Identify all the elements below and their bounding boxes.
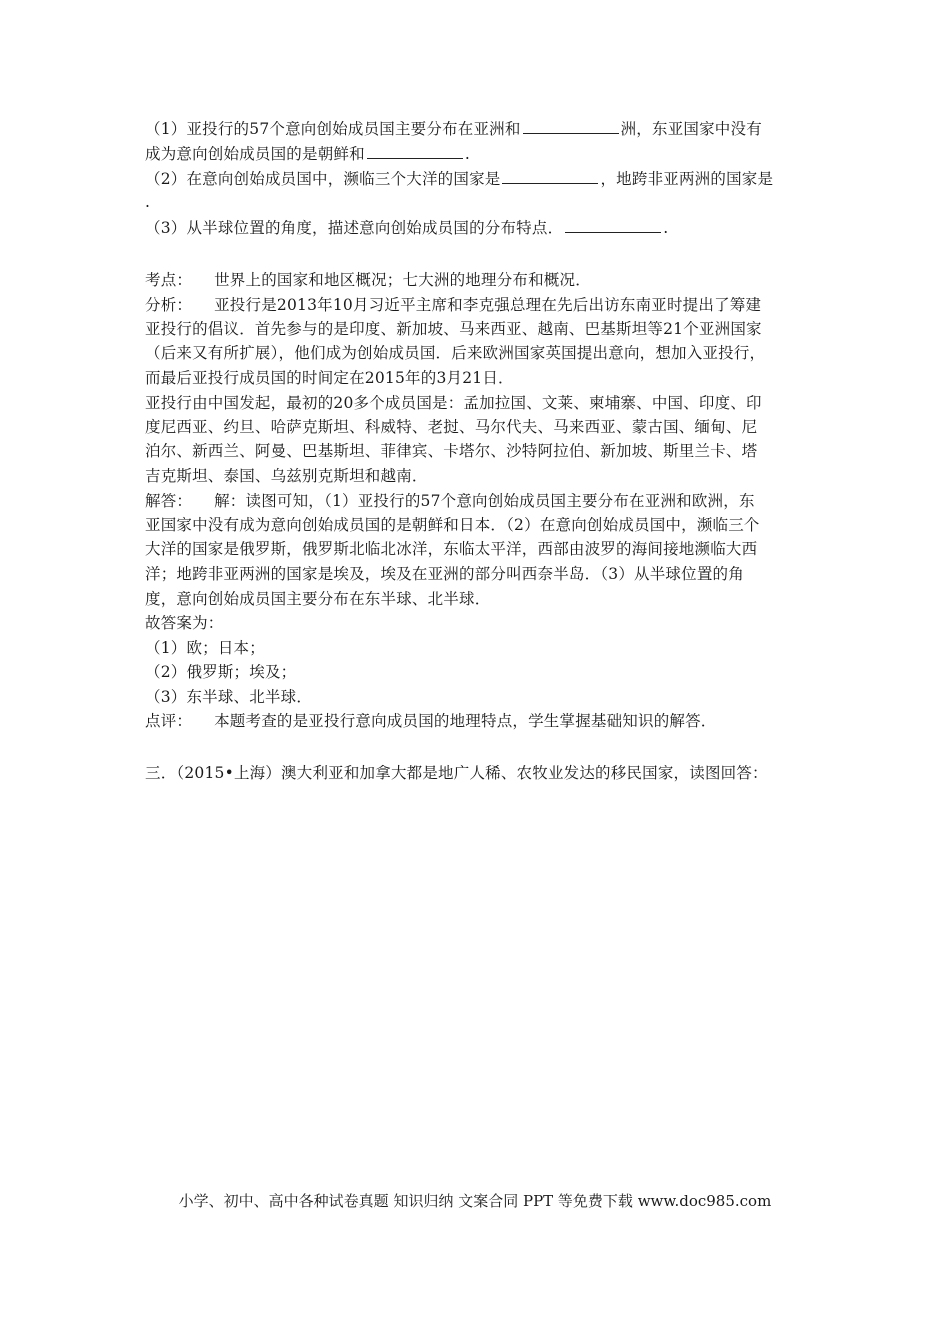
question-2-line-2 (145, 191, 150, 213)
answer-title: 故答案为： (145, 614, 224, 632)
question-3-line (145, 217, 668, 239)
kaodian-text: 世界上的国家和地区概况；七大洲的地理分布和概况． (214, 271, 591, 289)
question-text: （1）亚投行的57个意向创始成员国主要分布在亚洲和 (145, 120, 521, 138)
question-text: . (464, 145, 470, 163)
fenxi-line-7: 泊尔、新西兰、阿曼、巴基斯坦、菲律宾、卡塔尔、沙特阿拉伯、新加坡、斯里兰卡、塔 (145, 442, 758, 460)
kaodian-line (145, 269, 591, 291)
answer-blank (523, 119, 619, 134)
question-1-line-2 (145, 143, 470, 165)
dianping-line (145, 710, 717, 732)
fenxi-line-5: 亚投行由中国发起，最初的20多个成员国是：孟加拉国、文莱、柬埔寨、中国、印度、印 (145, 394, 762, 412)
fenxi-label: 分析： (145, 296, 193, 314)
fenxi-line-6: 度尼西亚、约旦、哈萨克斯坦、科威特、老挝、马尔代夫、马来西亚、蒙古国、缅甸、尼 (145, 418, 758, 436)
fenxi-line-2: 亚投行的倡议．首先参与的是印度、新加坡、马来西亚、越南、巴基斯坦等21个亚洲国家 (145, 320, 762, 338)
fenxi-line-3: （后来又有所扩展），他们成为创始成员国．后来欧洲国家英国提出意向，想加入亚投行， (145, 344, 766, 362)
dianping-text: 本题考查的是亚投行意向成员国的地理特点，学生掌握基础知识的解答． (214, 712, 717, 730)
dianping-label: 点评： (145, 712, 193, 730)
question-2-line-1 (145, 168, 773, 190)
question-text: . (663, 219, 669, 237)
question-text: ，地跨非亚两洲的国家是 (600, 170, 774, 188)
answer-blank (502, 169, 598, 184)
jieda-line-3: 大洋的国家是俄罗斯，俄罗斯北临北冰洋，东临太平洋，西部由波罗的海间接地濒临大西 (145, 540, 758, 558)
page-footer: 小学、初中、高中各种试卷真题 知识归纳 文案合同 PPT 等免费下载 www.doc985.com (178, 1192, 772, 1210)
jieda-line-4: 洋；地跨非亚两洲的国家是埃及，埃及在亚洲的部分叫西奈半岛．（3）从半球位置的角 (145, 565, 744, 583)
kaodian-label: 考点： (145, 271, 193, 289)
answer-blank (367, 144, 463, 159)
answer-blank (565, 218, 661, 233)
jieda-line-5: 度，意向创始成员国主要分布在东半球、北半球． (145, 590, 491, 608)
fenxi-line-4: 而最后亚投行成员国的时间定在2015年的3月21日． (145, 369, 514, 387)
answer-1: （1）欧；日本； (145, 639, 265, 657)
answer-2: （2）俄罗斯；埃及； (145, 663, 297, 681)
fenxi-line-8: 吉克斯坦、泰国、乌兹别克斯坦和越南． (145, 467, 428, 485)
fenxi-line-1 (145, 294, 761, 316)
question-text: . (145, 193, 151, 211)
question-1-line-1 (145, 118, 762, 140)
next-question: 三．（2015•上海）澳大利亚和加拿大都是地广人稀、农牧业发达的移民国家，读图回答： (145, 764, 768, 782)
question-text: （3）从半球位置的角度，描述意向创始成员国的分布特点． (145, 219, 564, 237)
fenxi-text: 亚投行是2013年10月习近平主席和李克强总理在先后出访东南亚时提出了筹建 (214, 296, 762, 314)
jieda-label: 解答： (145, 492, 193, 510)
question-text: 洲，东亚国家中没有 (620, 120, 762, 138)
question-text: 成为意向创始成员国的是朝鲜和 (145, 145, 365, 163)
jieda-line-2: 亚国家中没有成为意向创始成员国的是朝鲜和日本．（2）在意向创始成员国中，濒临三个 (145, 516, 760, 534)
answer-3: （3）东半球、北半球． (145, 688, 313, 706)
question-text: （2）在意向创始成员国中，濒临三个大洋的国家是 (145, 170, 501, 188)
jieda-line-1 (145, 490, 755, 512)
jieda-text: 解：读图可知，（1）亚投行的57个意向创始成员国主要分布在亚洲和欧洲，东 (214, 492, 755, 510)
